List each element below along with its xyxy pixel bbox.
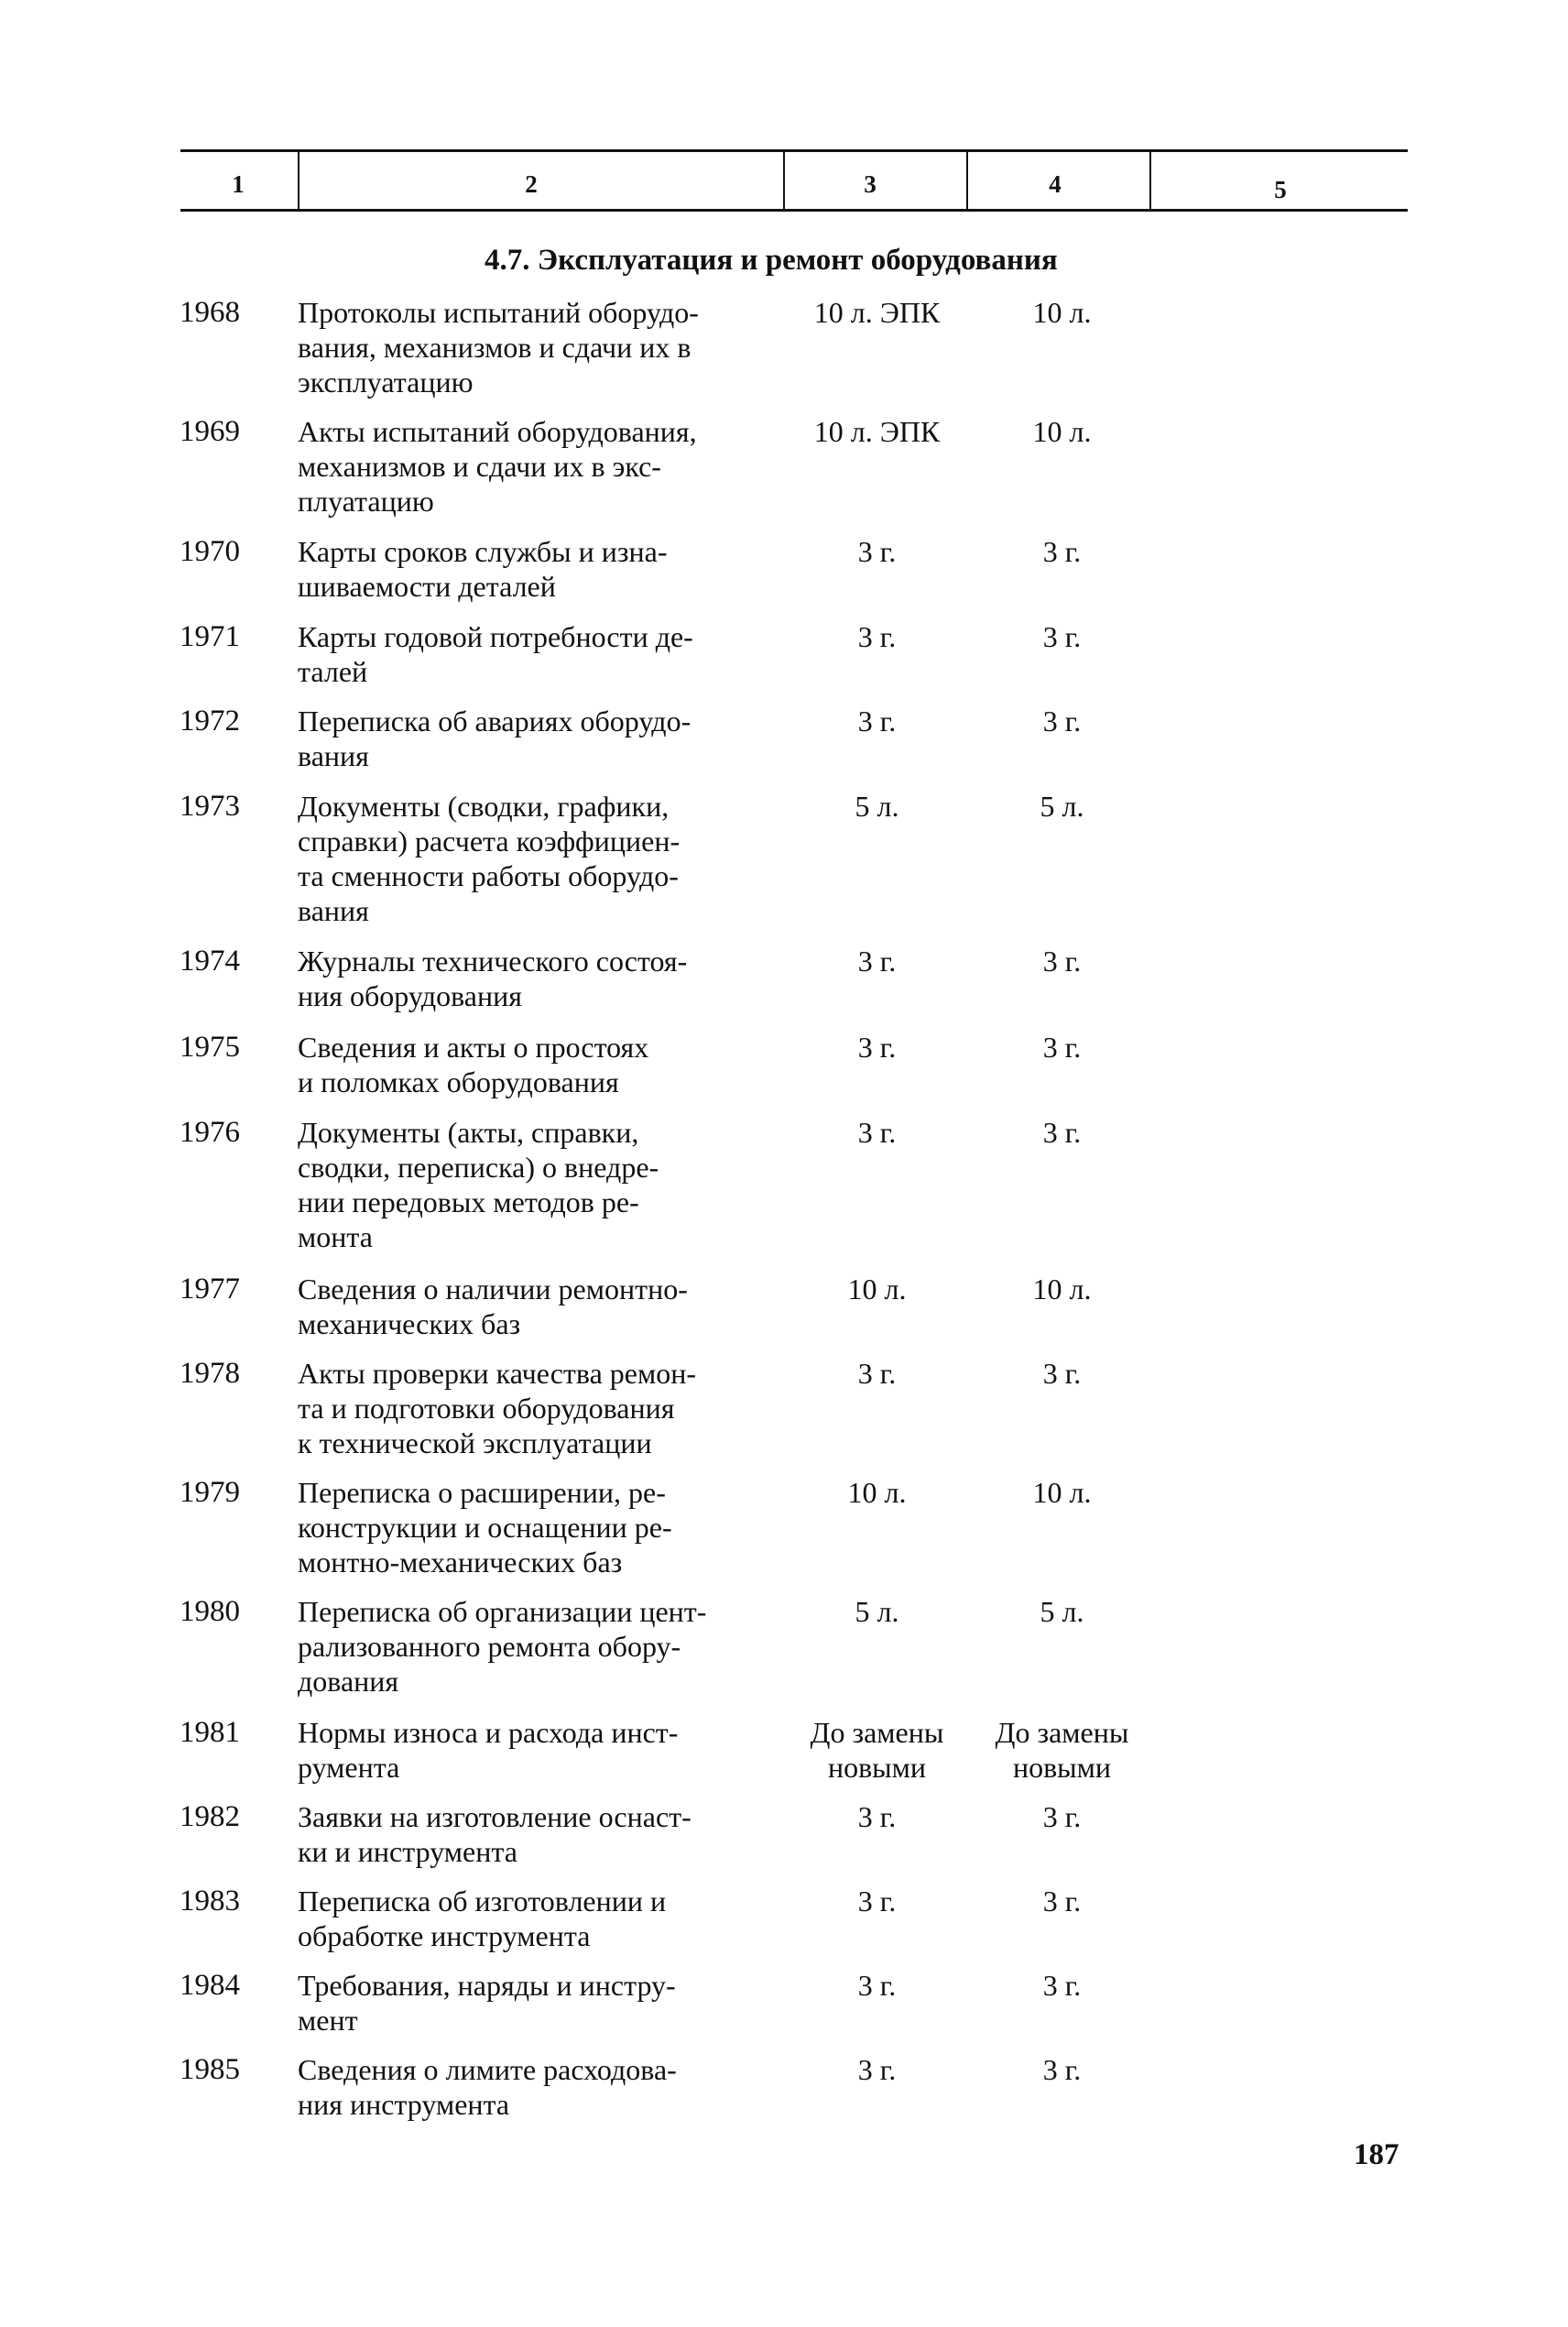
row-number: 1982: [180, 1800, 240, 1833]
row-number: 1970: [180, 535, 240, 568]
retention-col-3: 3 г.: [857, 705, 897, 737]
retention-col-4: 5 л.: [1040, 1595, 1084, 1628]
retention-col-4: 3 г.: [1042, 1031, 1082, 1064]
retention-col-3: 5 л.: [855, 790, 899, 823]
row-number: 1984: [180, 1969, 240, 2002]
row-description: [298, 2052, 774, 2122]
row-number: 1975: [180, 1031, 240, 1064]
retention-col-3: 3 г.: [857, 1969, 897, 2002]
description-line: Акты проверки качества ремон-: [298, 1357, 697, 1390]
row-number: 1973: [180, 790, 240, 823]
retention-col-3: 3 г.: [857, 1357, 897, 1390]
header-divider: [966, 149, 968, 212]
row-description: [298, 1968, 774, 2037]
description-line: конструкции и оснащении ре-: [298, 1511, 672, 1544]
row-description: [298, 414, 774, 519]
retention-col-3: 3 г.: [857, 945, 897, 978]
row-description: [298, 944, 774, 1013]
description-line: эксплуатацию: [298, 366, 474, 399]
retention-col-3: 10 л. ЭПК: [813, 296, 941, 329]
description-line: Сведения о лимите расходова-: [298, 2053, 677, 2086]
row-number: 1974: [180, 945, 240, 978]
description-line: та и подготовки оборудования: [298, 1392, 675, 1425]
row-description: [298, 1356, 774, 1460]
row-number: 1977: [180, 1273, 240, 1306]
retention-col-3: 3 г.: [857, 1800, 897, 1833]
retention-col-3: 3 г.: [857, 535, 897, 568]
retention-col-4: 3 г.: [1042, 1800, 1082, 1833]
description-line: Документы (акты, справки,: [298, 1116, 639, 1149]
description-line: рализованного ремонта обору-: [298, 1630, 681, 1663]
description-line: Переписка об изготовлении и: [298, 1885, 667, 1917]
description-line: Переписка об авариях оборудо-: [298, 705, 691, 737]
description-line: талей: [298, 655, 368, 688]
row-number: 1976: [180, 1116, 240, 1149]
description-line: вания: [298, 739, 369, 772]
retention-col-4: 10 л.: [1032, 1273, 1092, 1306]
header-divider: [783, 149, 785, 212]
header-col-2: 2: [525, 170, 538, 198]
description-line: шиваемости деталей: [298, 570, 556, 603]
retention-col-3: 3 г.: [857, 1885, 897, 1917]
description-line: Переписка о расширении, ре-: [298, 1476, 666, 1509]
retention-col-4: 10 л.: [1032, 1476, 1092, 1509]
row-number: 1983: [180, 1885, 240, 1917]
row-description: [298, 1715, 774, 1785]
row-number: 1972: [180, 705, 240, 737]
description-line: Нормы износа и расхода инст-: [298, 1716, 679, 1749]
description-line: к технической эксплуатации: [298, 1426, 652, 1459]
description-line: монтно-механических баз: [298, 1546, 623, 1579]
retention-col-4: 3 г.: [1042, 620, 1082, 653]
row-description: [298, 534, 774, 604]
description-line: Сведения о наличии ремонтно-: [298, 1273, 688, 1306]
row-number: 1978: [180, 1357, 240, 1390]
row-description: [298, 295, 774, 399]
row-description: [298, 619, 774, 689]
retention-col-3: До замены новыми: [810, 1716, 944, 1784]
retention-col-4: До замены новыми: [995, 1716, 1129, 1784]
header-col-4: 4: [1049, 170, 1062, 198]
description-line: ки и инструмента: [298, 1835, 517, 1868]
description-line: ния инструмента: [298, 2088, 510, 2121]
retention-col-3: 10 л.: [847, 1476, 907, 1509]
row-number: 1981: [180, 1716, 240, 1749]
retention-col-4: 3 г.: [1042, 945, 1082, 978]
description-line: та сменности работы оборудо-: [298, 859, 679, 892]
row-number: 1969: [180, 415, 240, 448]
row-description: [298, 1594, 774, 1699]
retention-col-4: 5 л.: [1040, 790, 1084, 823]
description-line: плуатацию: [298, 485, 434, 518]
description-line: Переписка об организации цент-: [298, 1595, 707, 1628]
row-description: [298, 1115, 774, 1254]
description-line: Требования, наряды и инстру-: [298, 1969, 676, 2002]
description-line: Карты сроков службы и изна-: [298, 535, 668, 568]
retention-col-4: 10 л.: [1032, 296, 1092, 329]
description-line: нии передовых методов ре-: [298, 1185, 639, 1218]
description-line: справки) расчета коэффициен-: [298, 825, 681, 858]
retention-col-3: 3 г.: [857, 1116, 897, 1149]
description-line: Протоколы испытаний оборудо-: [298, 296, 699, 329]
description-line: обработке инструмента: [298, 1919, 591, 1952]
header-rule-top: [180, 149, 1408, 152]
row-description: [298, 704, 774, 773]
row-description: [298, 789, 774, 928]
description-line: ния оборудования: [298, 979, 522, 1012]
retention-col-3: 3 г.: [857, 2053, 897, 2086]
retention-col-4: 3 г.: [1042, 1357, 1082, 1390]
header-rule-bottom: [180, 209, 1408, 212]
row-number: 1980: [180, 1595, 240, 1628]
header-divider: [298, 149, 299, 212]
row-number: 1979: [180, 1476, 240, 1509]
description-line: Сведения и акты о простоях: [298, 1031, 649, 1064]
retention-col-3: 5 л.: [855, 1595, 899, 1628]
row-description: [298, 1884, 774, 1953]
header-col-5: 5: [1274, 176, 1287, 203]
description-line: и поломках оборудования: [298, 1065, 619, 1098]
retention-col-4: 10 л.: [1032, 415, 1092, 448]
description-line: румента: [298, 1751, 400, 1784]
description-line: вания: [298, 894, 369, 927]
retention-col-3: 10 л. ЭПК: [813, 415, 941, 448]
retention-col-4: 3 г.: [1042, 2053, 1082, 2086]
row-description: [298, 1030, 774, 1099]
description-line: Документы (сводки, графики,: [298, 790, 670, 823]
header-divider: [1149, 149, 1151, 212]
header-col-3: 3: [864, 170, 877, 198]
retention-col-4: 3 г.: [1042, 705, 1082, 737]
description-line: Карты годовой потребности де-: [298, 620, 693, 653]
header-col-1: 1: [232, 170, 245, 198]
section-title: 4.7. Эксплуатация и ремонт оборудования: [485, 244, 1058, 277]
description-line: сводки, переписка) о внедре-: [298, 1151, 659, 1184]
page-number: 187: [1354, 2138, 1399, 2171]
row-description: [298, 1799, 774, 1869]
description-line: Акты испытаний оборудования,: [298, 415, 697, 448]
description-line: механизмов и сдачи их в экс-: [298, 450, 661, 483]
retention-col-3: 10 л.: [847, 1273, 907, 1306]
retention-col-4: 3 г.: [1042, 1116, 1082, 1149]
row-description: [298, 1272, 774, 1341]
description-line: вания, механизмов и сдачи их в: [298, 331, 691, 364]
description-line: монта: [298, 1220, 373, 1253]
retention-col-3: 3 г.: [857, 620, 897, 653]
row-description: [298, 1475, 774, 1579]
description-line: механических баз: [298, 1307, 521, 1340]
description-line: Заявки на изготовление оснаст-: [298, 1800, 691, 1833]
description-line: дования: [298, 1665, 399, 1698]
retention-col-3: 3 г.: [857, 1031, 897, 1064]
row-number: 1968: [180, 296, 240, 329]
description-line: Журналы технического состоя-: [298, 945, 688, 978]
retention-col-4: 3 г.: [1042, 1885, 1082, 1917]
row-number: 1985: [180, 2053, 240, 2086]
retention-col-4: 3 г.: [1042, 1969, 1082, 2002]
row-number: 1971: [180, 620, 240, 653]
retention-col-4: 3 г.: [1042, 535, 1082, 568]
description-line: мент: [298, 2004, 358, 2037]
